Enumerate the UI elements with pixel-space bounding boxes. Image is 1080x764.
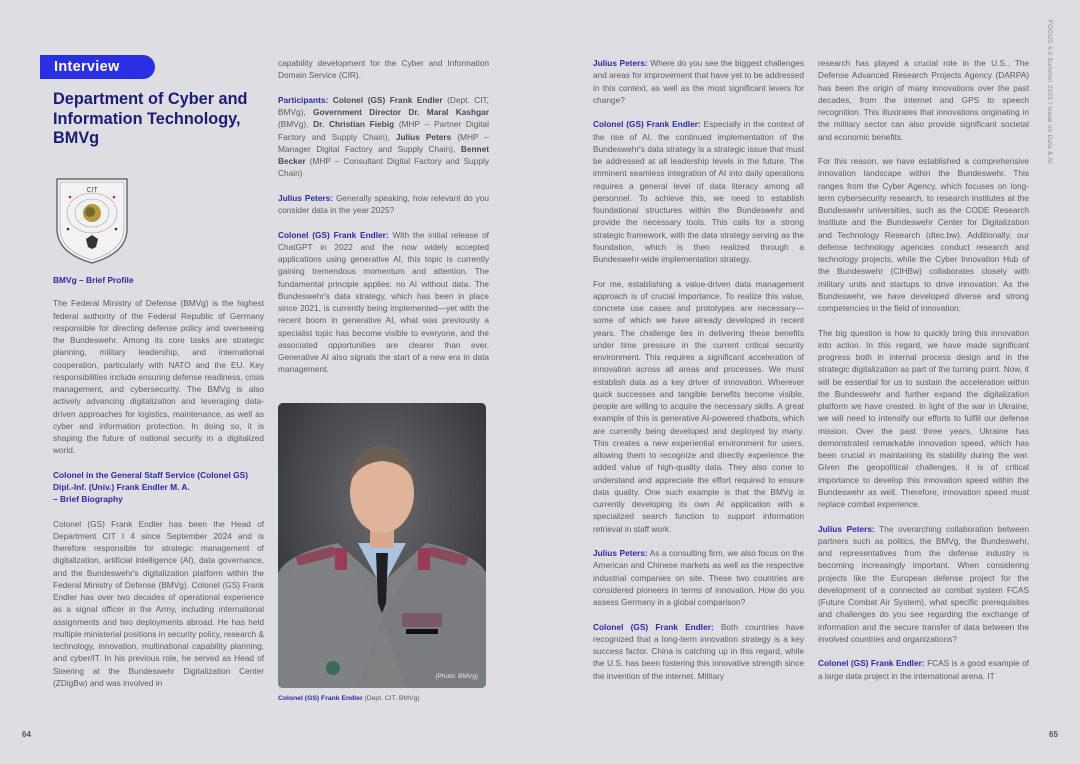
bio-heading-line: – Brief Biography [53,494,123,505]
question-text: Generally speaking, how relevant do you consider data in the year 2025? [278,192,489,215]
photo-credit: (Photo: BMVg) [435,673,478,680]
profile-text: The Federal Ministry of Defense (BMVg) is the highest federal authority of the Federal Republic of Germany responsible for directing defense policy and overseeing the Bundeswehr. Among its core tasks are strategic planning, military leadership, and international cooperation, particularly with NATO and the EU. Key responsibilities include ensuring defense readiness, crisis management, and cybersecurity. The BMVg is also actively advancing digitalization and leveraging data-driven approaches for logistics, maintenance, as well as cyber and information protection. In doing so, it is shaping the future of national security in a digitalized world. [53,298,264,456]
speaker-name: Colonel (GS) Frank Endler: [593,621,714,632]
page-number-left: 64 [22,730,31,739]
bio-heading-line: Dipl.-Inf. (Univ.) Frank Endler M. A. [53,482,190,493]
answer-3 [593,621,804,682]
interview-column-3 [593,57,804,694]
participant-name: Julius Peters [395,131,452,142]
photo-caption [278,695,420,702]
speaker-name: Julius Peters: [593,548,648,558]
page-title: Department of Cyber and Information Technology, BMVg [53,90,248,147]
speaker-name: Julius Peters: [593,58,648,68]
question-1 [278,192,489,217]
participant-role: (MHP – Manager Digital Factory and Supply Chain), [278,131,490,154]
question-text: Where do you see the biggest challenges and areas for improvement that have yet to be addressed in this context, as well as the most significant levers for change? [593,58,804,105]
profile-column [53,274,264,701]
answer-4 [818,657,1029,682]
bio-text: Colonel (GS) Frank Endler has been the Head of Department CIT I 4 since September 2024 and is therefore responsible for strategic management of digitalization, artificial intelligence (AI), data governance, and the Bundeswehr's digitalization platform within the Federal Ministry of Defense (BMVg). Colonel (GS) Frank Endler has over two decades of operational experience as a signal officer in the Army, including international assignments and two deployments abroad. He has held multiple ministerial positions in security policy, research & technology, innovation, multinational capability planning, and cyber/IT. In his previous role, he served as Head of Steering at the Bundeswehr Digitalization Center (ZDigBw) and was involved in [53,518,264,688]
answer-text: Both countries have recognized that a long-term innovation strategy is a key success factor. China is catching up in this regard, while the U.S. has been fostering this innovative strength since the invention of the internet. Military [593,621,805,681]
portrait-image [278,403,486,688]
participant-name: Colonel (GS) Frank Endler [332,94,443,105]
participant-role: (MHP – Consultant Digital Factory and Supply Chain) [278,156,489,179]
question-text: The overarching collaboration between partners such as politics, the BMVg, the Bundeswehr, and representatives from the defense industry is becoming increasingly important. When considering projects like the European defense project for the development of a connected air combat system FCAS (Future Combat Air System), what specific prerequisites and challenges do you see regarding the exchange of information and the secure transfer of data between the involved countries and organizations? [818,523,1029,644]
interview-column-4 [818,57,1029,694]
answer-1 [278,229,489,376]
bio-heading [53,469,264,506]
speaker-name: Colonel (GS) Frank Endler: [593,119,701,130]
caption-text: (Dept. CIT, BMVg) [362,695,420,702]
page-number-right: 65 [1049,730,1058,739]
running-head: FOCUS 4.0 Summer 2025 / Issue on Data & AI [1046,20,1053,164]
bio-continued: capability development for the Cyber and Information Domain Service (CIR). [278,58,489,81]
cit-logo-shield [55,177,129,265]
speaker-name: Colonel (GS) Frank Endler: [278,229,389,240]
answer-3-paragraph-3: The big question is how to quickly bring this innovation into action. In this regard, we have made significant progress both in internal process design and in the strategic digitalization as part of the turning point. Now, it will be essential for us to sustain the acceleration within the Bundeswehr and further expand the digitalization platform we have created. In light of the war in Ukraine, we will need to intensify our efforts to fulfill our defense mission. Over the past three years, Ukraine has demonstrated remarkable innovation speed, which has been crucial in maintaining its stability during the war. Given the geopolitical challenges, it is of critical importance to develop this innovation speed within the Bundeswehr as well. Therefore, innovation speed must replace combat experience. [818,327,1029,509]
question-text: As a consulting firm, we also focus on the American and Chinese markets as well as the respective industrial companies on site. These two countries are considered pioneers in terms of innovation. How do you assess Germany in a global comparison? [593,548,804,607]
logo-text: CIT [86,186,98,194]
participant-role: (Dept. CIT, BMVg), [278,94,489,117]
answer-text: With the initial release of ChatGPT in 2022 and the now widely accepted applications using generative AI, this topic is currently gaining tremendous momentum and attention. The fundamental principle applies: no AI without data. The Bundeswehr's data strategy, which has been in place since 2021, is currently being implemented—yet with the recent boom in generative AI, what was previously a specialist topic has become visible to everyone, and the associated opportunities are clearer than ever. Generative AI also signals the start of a new era in data management. [278,229,489,375]
answer-text: FCAS is a good example of a large data project in the international arena. IT [818,658,1029,681]
answer-text: Especially in the context of the rise of AI, the continued implementation of the Bundeswehr's data strategy is a strategic issue that must be addressed at all leadership levels in the future. The imminent seamless integration of AI into daily operations requires a general level of data literacy among all personnel. To achieve this, we need to establish foundational structures within the Bundeswehr and provide the necessary tools. This calls for a strong strategic framework, with the data strategy serving as the foundation, which is then realized through a Bundeswehr-wide implementation strategy. [593,119,804,264]
participant-name: Government Director Dr. Maral Kashgar [313,107,489,117]
participant-name: Bennet Becker [278,143,489,166]
interview-column-2 [278,57,489,388]
question-4 [818,523,1029,646]
speaker-name: Colonel (GS) Frank Endler: [818,658,925,669]
participants-label: Participants: [278,94,329,105]
answer-2 [593,118,804,265]
answer-2-paragraph-2: For me, establishing a value-driven data management approach is of crucial importance. To realize this value, concrete use cases and prototypes are necessary—some of which we have already developed in recent years. The challenge lies in delivering these benefits under time pressure in the current critical security environment. This requires a significant acceleration of innovation across all areas and processes. We must establish data as a key driver of innovation. Wherever quick successes and tangible benefits become visible, people are willing to acquire the necessary skills. A great example of this is generative AI-powered chatbots, which are currently being developed and deployed by many. This creates a new experiential environment for users, allowing them to recognize and directly experience the added value of high-quality data. They also come to understand and appreciate the effort required to ensure data quality. One such example is that the BMVg is currently developing its own AI application with a specialized search function to support information retrieval in staff work. [593,278,804,534]
caption-name: Colonel (GS) Frank Endler [278,695,363,702]
speaker-name: Julius Peters: [278,192,334,203]
question-3 [593,547,804,608]
right-page [540,0,1080,764]
participant-name: Dr. Christian Fiebig [313,119,395,130]
profile-heading: BMVg – Brief Profile [53,275,134,285]
section-tab: Interview [40,55,155,79]
answer-3-paragraph-2: For this reason, we have established a comprehensive innovation landscape within the Bundeswehr. This ranges from the Cyber Agency, which focuses on long-term cybersecurity research, to research institutes at the Bundeswehr universities, such as the CODE Research Institute and the Bundeswehr Center for Digitalization and Technology Research (dtec.bw). Additionally, our defense technology agencies conduct research and technology projects, while the Cyber Innovation Hub of the Bundeswehr (CIHBw) collaborates closely with military units and startups to drive innovation. As the Bundeswehr, we have developed diverse and strong competencies in the field of innovation. [818,156,1029,313]
bio-heading-line: Colonel in the General Staff Service (Colonel GS) [53,469,248,480]
portrait-photo [278,403,486,688]
participant-role: (MHP – Partner Digital Factory and Supply Chain), [278,119,489,142]
question-2 [593,57,804,106]
answer-3-continued: research has played a crucial role in the U.S.. The Defense Advanced Research Projects Agency (DARPA) has been the origin of many innovations over the past decades, from the internet and GPS to speech recognition. This illustrates that innovations originating in the military sector can also provide significant societal and economic benefits. [818,58,1029,142]
speaker-name: Julius Peters: [818,523,875,534]
participant-role: (BMVg), [278,119,314,130]
participants [278,94,489,180]
